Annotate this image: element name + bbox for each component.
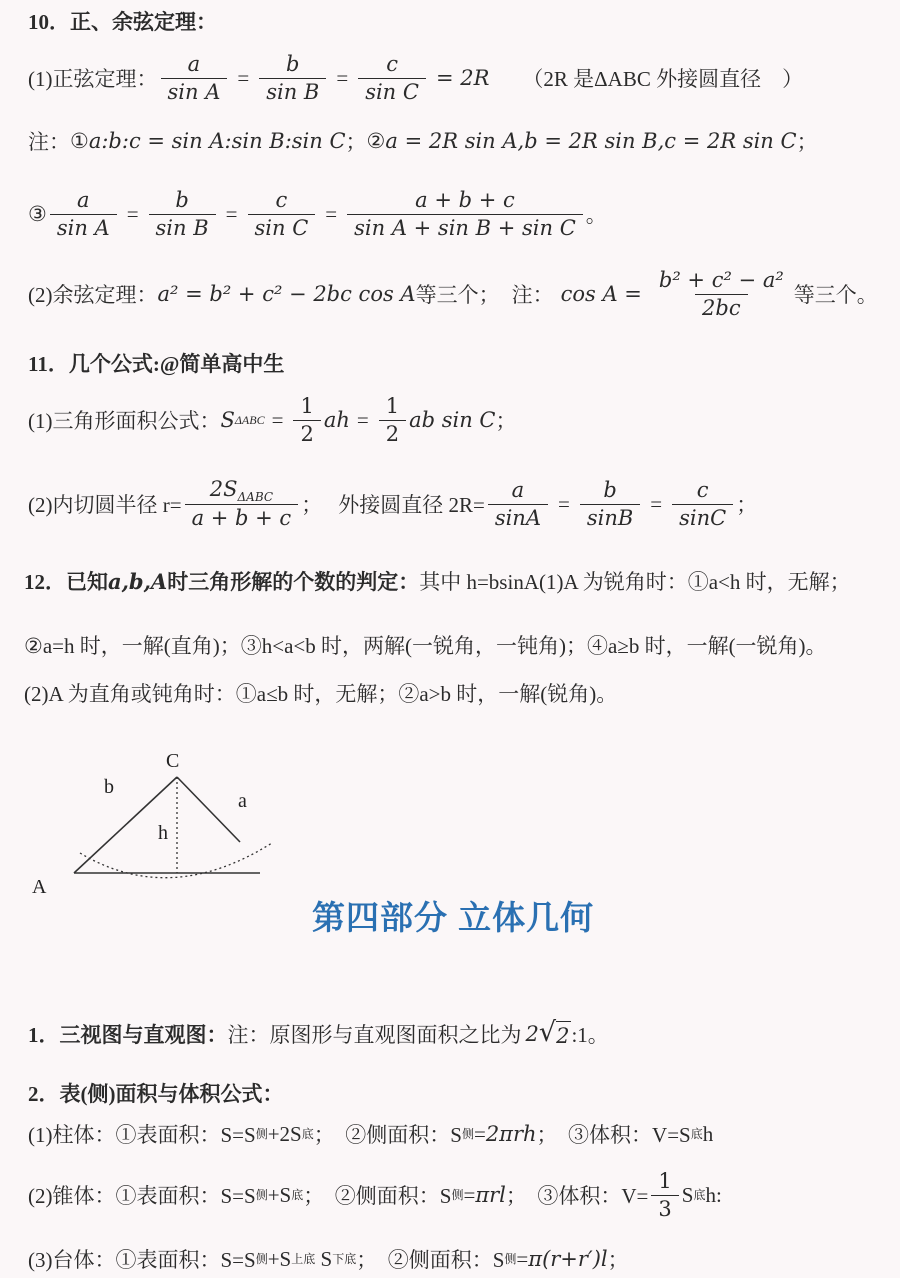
- triangle-area-line: [28, 388, 517, 452]
- sub-top: 上底: [291, 1252, 316, 1266]
- cyl-surface-text: ①表面积：S=S: [115, 1123, 256, 1147]
- section12-heading-math: a,b,A: [108, 568, 168, 594]
- equals-sign: =: [237, 65, 250, 90]
- circle-formulas-line: [28, 466, 757, 542]
- sub-di: 底: [301, 1127, 314, 1141]
- section10-heading: 10．正、余弦定理：: [28, 10, 217, 34]
- separator: ；: [301, 493, 323, 517]
- section12-heading-part1: 12．已知: [24, 570, 108, 594]
- cyl-volume-h: h: [702, 1121, 714, 1146]
- fraction-b-over-sinB: $\frac{b}{\sin B}$: [580, 478, 640, 531]
- sub-ce: 侧: [255, 1252, 268, 1266]
- square-root: [538, 1016, 572, 1048]
- cone-line: [28, 1166, 722, 1224]
- cone-label: (2)锥体：: [28, 1184, 116, 1208]
- cylinder-label: (1)柱体：: [28, 1123, 116, 1147]
- sine-rule-label: (1)正弦定理：: [28, 67, 158, 91]
- circled-3: ③: [28, 201, 47, 226]
- cyl-lateral-text: ②侧面积：S: [345, 1123, 462, 1147]
- fraction-2S-over-perimeter: $\frac{2S_{\Delta ABC}}{a + b + c}$: [185, 477, 299, 531]
- frustum-lateral-formula: π(r+r′)l: [528, 1247, 608, 1271]
- section12-heading-part2: 时三角形解的个数的判定：: [167, 570, 420, 594]
- ratio-tail: :1。: [571, 1023, 609, 1047]
- fraction-one-third: $\frac{1}{3}$: [651, 1169, 678, 1222]
- S-symbol: S: [220, 408, 235, 432]
- area-label: (1)三角形面积公式：: [28, 409, 221, 433]
- vertex-C-label: C: [166, 750, 180, 772]
- inradius-label: (2)内切圆半径 r=: [28, 493, 182, 517]
- equals-sign: =: [356, 407, 369, 432]
- ah-term: ah: [323, 408, 350, 432]
- fraction-a-over-sinA: $\frac{a}{\text{sin A}}$: [161, 52, 228, 105]
- sqrt-coefficient: 2: [525, 1022, 539, 1046]
- cone-volume-S: S: [681, 1182, 694, 1207]
- cone-surface-text2: +S: [267, 1182, 292, 1207]
- frustum-surface-text: ①表面积：S=S: [115, 1248, 256, 1272]
- circled-2: ②: [366, 128, 386, 153]
- frustum-lateral-text: ②侧面积：S: [387, 1248, 505, 1272]
- side-a-label: a: [238, 790, 247, 812]
- separator: ；: [607, 1248, 629, 1272]
- cone-lateral-text: ②侧面积：S: [334, 1184, 452, 1208]
- separator: ；: [303, 1184, 335, 1208]
- cosine-tail2: 等三个。: [793, 283, 878, 307]
- cosine-rule-label: (2)余弦定理：: [28, 283, 158, 307]
- sub-ce: 侧: [255, 1127, 268, 1141]
- fraction-one-half: $\frac{1}{2}$: [293, 394, 320, 447]
- separator: ；: [313, 1123, 346, 1147]
- cone-volume-h: h:: [705, 1182, 722, 1207]
- equals-sign: =: [463, 1182, 476, 1207]
- cyl-lateral-formula: 2πrh: [485, 1122, 537, 1146]
- fraction-one-half: $\frac{1}{2}$: [379, 394, 406, 447]
- equals-sign: =: [336, 65, 349, 90]
- section12-line1: [24, 566, 851, 596]
- separator: ；: [536, 1123, 569, 1147]
- height-h-label: h: [158, 822, 168, 844]
- note-label: 注：: [511, 283, 554, 307]
- cylinder-line: [28, 1114, 713, 1154]
- sub-bottom: 下底: [332, 1252, 357, 1266]
- period: 。: [585, 203, 607, 227]
- cosine-tail1: 等三个；: [415, 283, 500, 307]
- numerator-2S: 2S: [209, 477, 238, 502]
- section11-heading: 11．几个公式:@简单高中生: [28, 352, 285, 376]
- three-views-heading: 1．三视图与直观图：: [28, 1023, 228, 1047]
- cone-volume-text: ③体积：V=: [537, 1184, 649, 1208]
- fraction-b-over-sinB: $\frac{b}{\text{sin B}}$: [259, 52, 326, 105]
- frustum-label: (3)台体：: [28, 1248, 116, 1272]
- vertex-A-label: A: [32, 876, 47, 898]
- equals-sign: =: [271, 407, 284, 432]
- sine-note-line: [28, 126, 818, 156]
- side-b-label: b: [104, 776, 114, 798]
- section12-rest: 其中 h=bsinA(1)A 为锐角时：①a<h 时，无解；: [419, 570, 851, 594]
- fraction-sum-over-sinsum: $\frac{a + b + c}{\text{sin A + sin B + sin C}}$: [347, 188, 583, 241]
- surface-volume-heading: 2．表(侧)面积与体积公式：: [28, 1082, 284, 1106]
- sub-ce: 侧: [255, 1188, 268, 1202]
- S-subscript: ΔABC: [234, 413, 265, 427]
- equals-sign: =: [126, 201, 139, 226]
- fraction-a-over-sinA: $\frac{a}{\sin A}$: [488, 478, 548, 531]
- separator: ；: [736, 493, 758, 517]
- absinC-term: ab sin C: [409, 408, 496, 432]
- fraction-b-over-sinB: $\frac{b}{\text{sin B}}$: [149, 188, 216, 241]
- cone-lateral-formula: πrl: [475, 1183, 506, 1207]
- three-views-line: [28, 1008, 609, 1060]
- note-label: 注：: [28, 130, 70, 154]
- equals-sign: =: [516, 1246, 529, 1271]
- numerator-subscript: ΔABC: [237, 490, 274, 505]
- triangle-side-a: [177, 777, 240, 842]
- sub-di: 底: [693, 1188, 706, 1202]
- separator: ；: [495, 409, 517, 433]
- circumdiameter-label: 外接圆直径 2R=: [338, 493, 485, 517]
- cone-surface-text: ①表面积：S=S: [115, 1184, 256, 1208]
- fraction-c-over-sinC: $\frac{c}{\text{sin C}}$: [358, 52, 426, 105]
- sub-ce: 侧: [504, 1252, 517, 1266]
- radicand: 2: [556, 1021, 571, 1048]
- section12-line3: (2)A 为直角或钝角时：①a≤b 时，无解；②a>b 时，一解(锐角)。: [24, 682, 618, 706]
- separator: ；: [345, 130, 367, 154]
- frustum-line: [28, 1240, 629, 1278]
- radical-sign: √: [538, 1016, 557, 1048]
- separator: ；: [356, 1248, 388, 1272]
- fraction-a-over-sinA: $\frac{a}{\text{sin A}}$: [50, 188, 117, 241]
- circled-1: ①: [70, 128, 89, 153]
- part4-title: 第四部分 立体几何: [312, 899, 595, 936]
- cyl-volume-text: ③体积：V=S: [568, 1123, 691, 1147]
- frustum-surface-text3: S: [315, 1246, 333, 1271]
- fraction-c-over-sinC: $\frac{c}{\text{sin C}}$: [248, 188, 316, 241]
- equals-sign: =: [558, 491, 570, 516]
- fraction-c-over-sinC: $\frac{c}{\sin C}$: [672, 478, 733, 531]
- triangle-diagram: [20, 735, 320, 903]
- sub-ce: 侧: [461, 1127, 474, 1141]
- cosine-rule-line: [28, 256, 878, 332]
- frustum-surface-text2: +S: [267, 1246, 292, 1271]
- equals-2R: = 2R: [435, 66, 490, 90]
- section12-line2: ②a=h 时，一解(直角)；③h<a<b 时，两解(一锐角，一钝角)；④a≥b 时，一解(一锐角)。: [24, 634, 827, 658]
- sub-ce: 侧: [451, 1188, 464, 1202]
- cyl-surface-text2: +2S: [267, 1121, 302, 1146]
- fraction-cosA: $\frac{\text{b² + c² − a²}}{2bc}$: [658, 267, 784, 320]
- three-views-note: 注：原图形与直观图面积之比为: [227, 1023, 522, 1047]
- separator: ；: [505, 1184, 538, 1208]
- 2R-formula: a = 2R sin A,b = 2R sin B,c = 2R sin C: [385, 129, 797, 153]
- extended-sine-line: [28, 176, 607, 252]
- separator: ；: [796, 130, 818, 154]
- equals-sign: =: [325, 201, 338, 226]
- sine-rule-line: [28, 44, 803, 112]
- equals-sign: =: [650, 491, 663, 516]
- sub-di: 底: [690, 1127, 703, 1141]
- cosA-equals: cos A =: [560, 282, 642, 306]
- cosine-formula: a² = b² + c² − 2bc cos A: [157, 282, 416, 306]
- sub-di: 底: [291, 1188, 304, 1202]
- ratio-formula: a:b:c = sin A:sin B:sin C: [88, 129, 346, 153]
- equals-sign: =: [473, 1121, 486, 1146]
- equals-sign: =: [225, 201, 238, 226]
- sine-rule-note: （2R 是ΔABC 外接圆直径 ）: [522, 67, 804, 91]
